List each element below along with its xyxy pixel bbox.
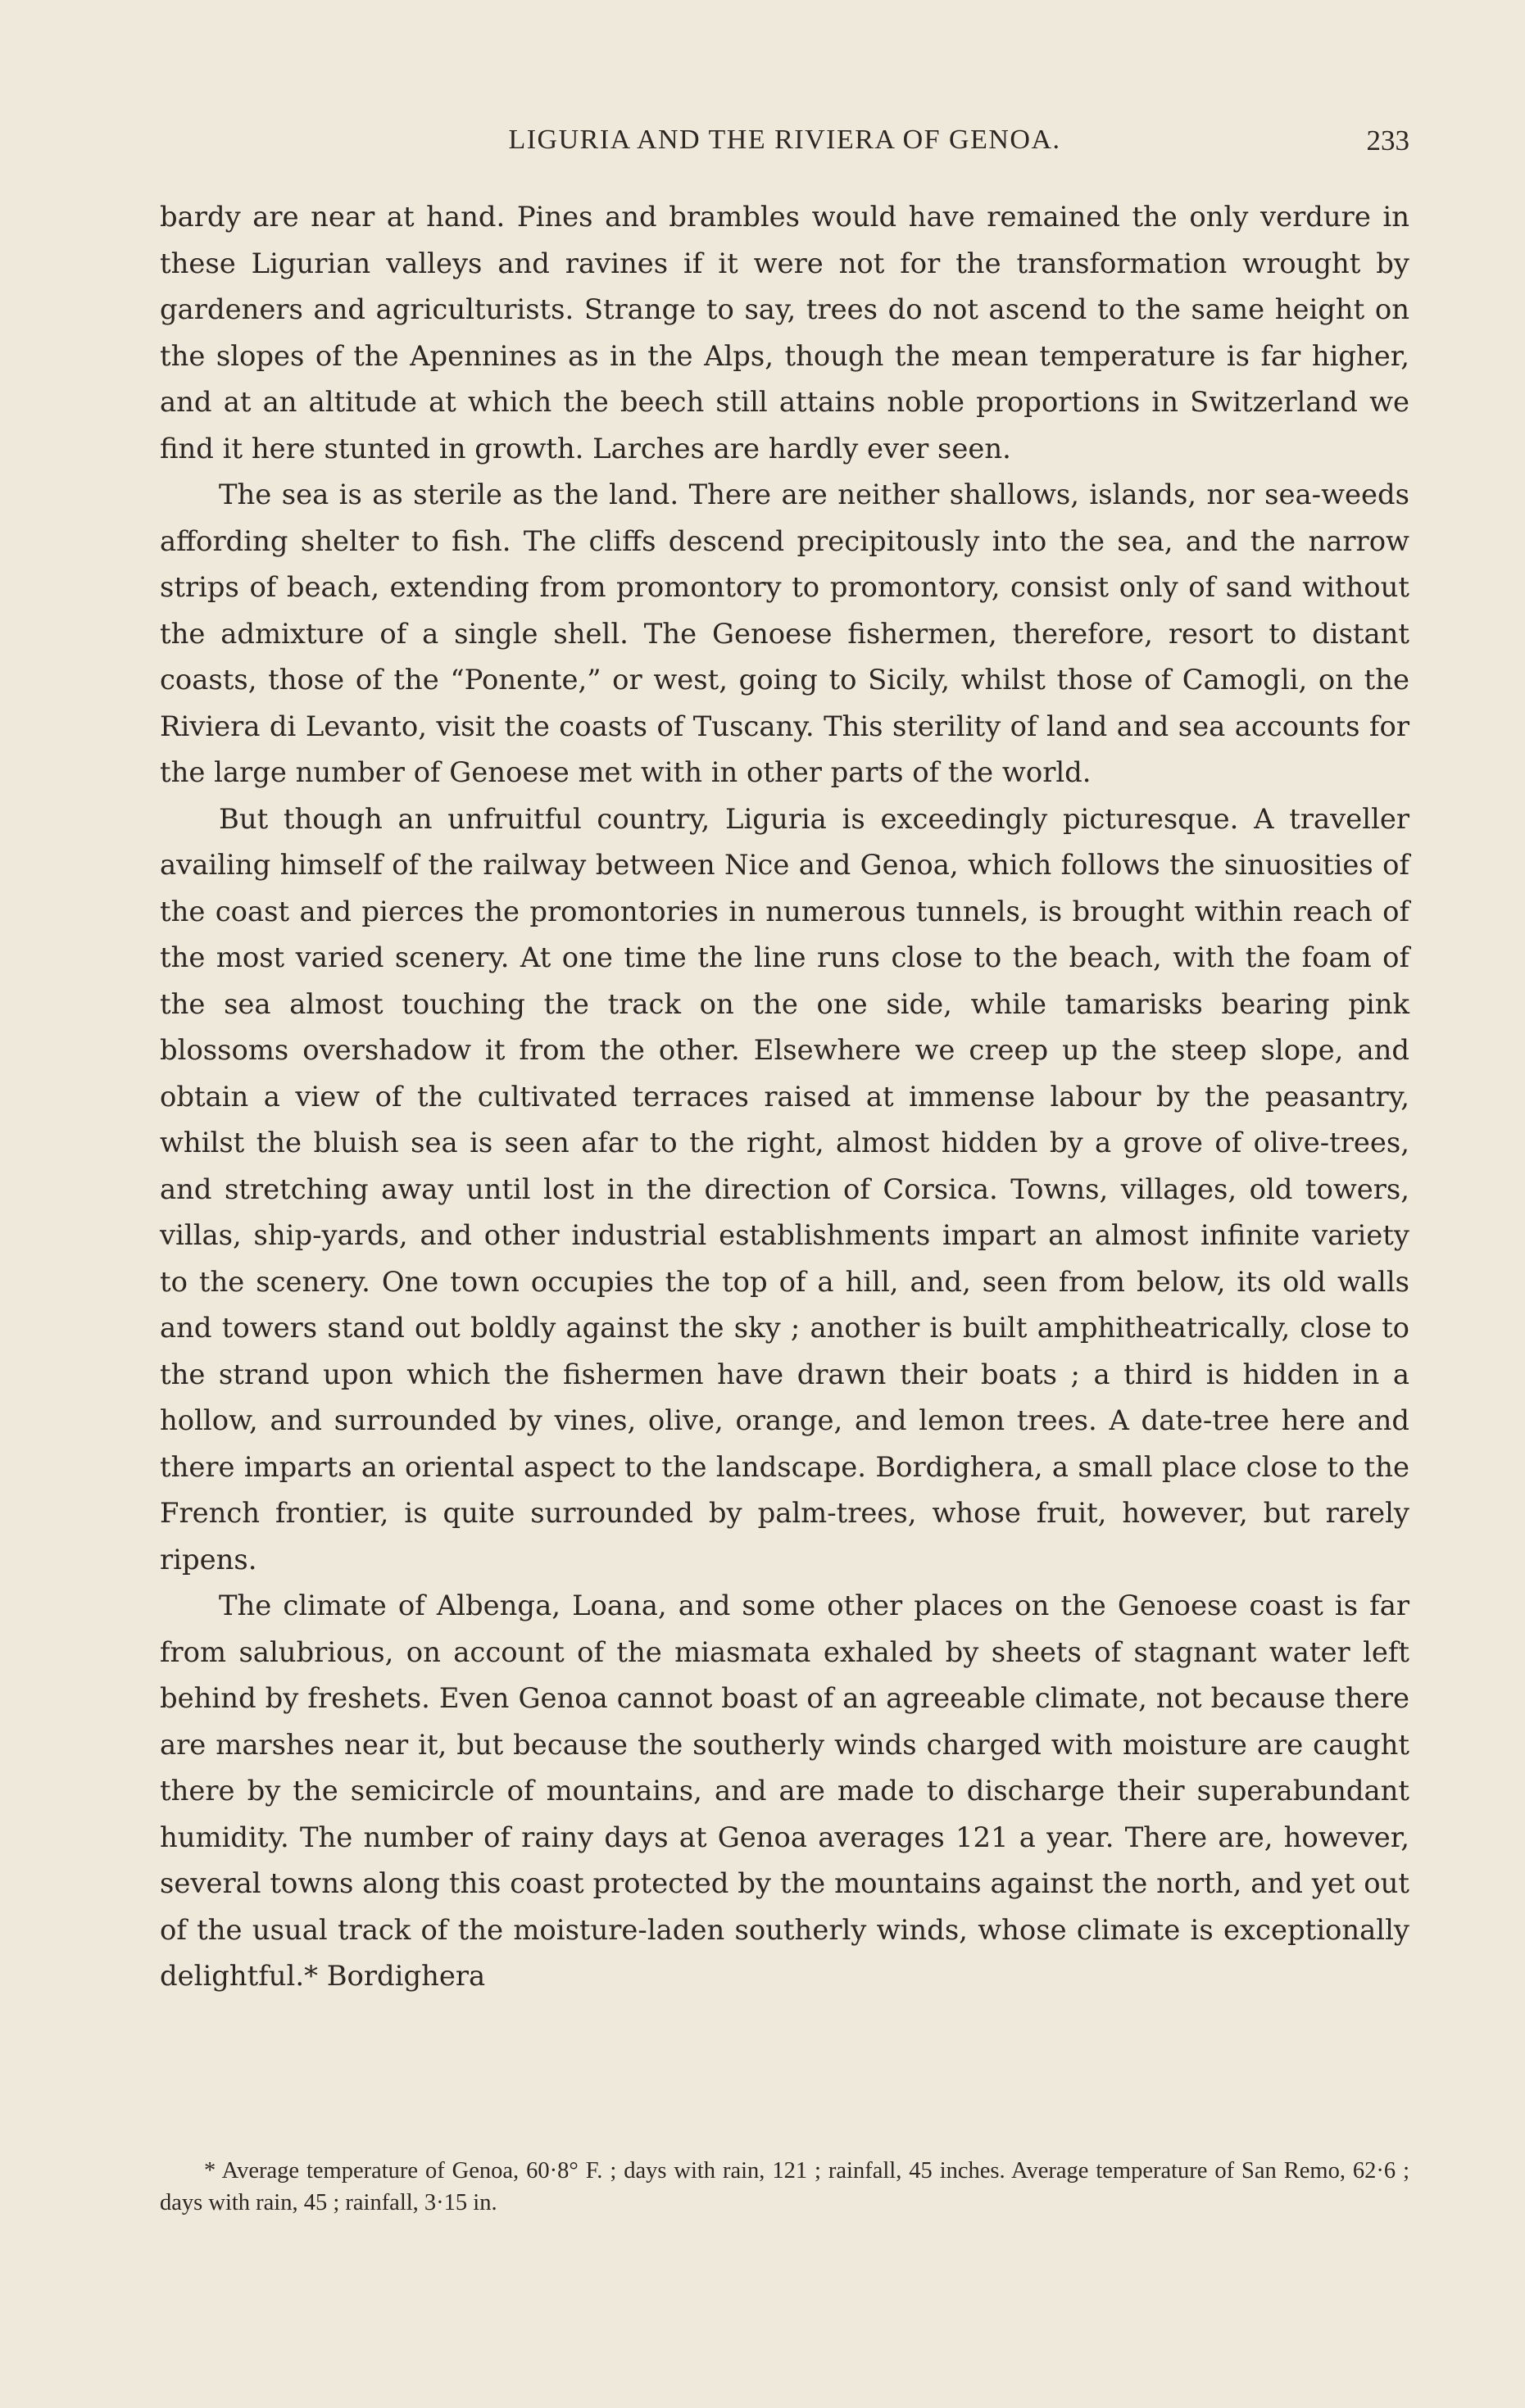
page-number: 233 xyxy=(1366,125,1409,156)
body-text xyxy=(160,194,1409,2000)
page-header xyxy=(160,125,1409,166)
paragraph-2: The sea is as sterile as the land. There are neither shallows, islands, nor sea-weeds affording shelter to fish. The cliffs descend precipitously into the sea, and the narrow strips of beach, extending from promontory to promontory, consist only of sand without the admixture of a single shell. The Genoese fishermen, therefore, resort to distant coasts, those of the “Ponente,” or west, going to Sicily, whilst those of Camogli, on the Riviera di Levanto, visit the coasts of Tuscany. This sterility of land and sea accounts for the large number of Genoese met with in other parts of the world. xyxy=(160,478,1409,788)
paragraph-1: bardy are near at hand. Pines and brambles would have remained the only verdure in these Ligurian valleys and ravines if it were not for the transformation wrought by gardeners and agriculturists. Strange to say, trees do not ascend to the same height on the slopes of the Apennines as in the Alps, though the mean temperature is far higher, and at an altitude at which the beech still attains noble proportions in Switzerland we find it here stunted in growth. Larches are hardly ever seen. xyxy=(160,201,1409,465)
paragraph-3: But though an unfruitful country, Liguria is exceedingly picturesque. A traveller availing himself of the railway between Nice and Genoa, which follows the sinuosities of the coast and pierces the promontories in numerous tunnels, is brought within reach of the most varied scenery. At one time the line runs close to the beach, with the foam of the sea almost touching the track on the one side, while tamarisks bearing pink blossoms overshadow it from the other. Elsewhere we creep up the steep slope, and obtain a view of the cultivated terraces raised at immense labour by the peasantry, whilst the bluish sea is seen afar to the right, almost hidden by a grove of olive-trees, and stretching away until lost in the direction of Corsica. Towns, villages, old towers, villas, ship-yards, and other industrial establishments impart an almost infinite variety to the scenery. One town occupies the top of a hill, and, seen from below, its old walls and towers stand out boldly against the sky ; another is built amphitheatrically, close to the strand upon which the fishermen have drawn their boats ; a third is hidden in a hollow, and surrounded by vines, olive, orange, and lemon trees. A date-tree here and there imparts an oriental aspect to the landscape. Bordighera, a small place close to the French frontier, is quite surrounded by palm-trees, whose fruit, however, but rarely ripens. xyxy=(160,802,1409,1576)
running-title: LIGURIA AND THE RIVIERA OF GENOA. xyxy=(508,125,1061,155)
footnote xyxy=(160,2155,1409,2219)
paragraph-4: The climate of Albenga, Loana, and some other places on the Genoese coast is far from salubrious, on account of the miasmata exhaled by sheets of stagnant water left behind by freshets. Even Genoa cannot boast of an agreeable climate, not because there are marshes near it, but because the southerly winds charged with moisture are caught there by the semicircle of mountains, and are made to discharge their superabundant humidity. The number of rainy days at Genoa averages 121 a year. There are, however, several towns along this coast protected by the mountains against the north, and yet out of the usual track of the moisture-laden southerly winds, whose climate is exceptionally delightful.* Bordighera xyxy=(160,1589,1409,1992)
footnote-text: * Average temperature of Genoa, 60·8° F. ; days with rain, 121 ; rainfall, 45 inches. Average temperature of San Remo, 62·6 ; days with rain, 45 ; rainfall, 3·15 in. xyxy=(160,2158,1409,2215)
